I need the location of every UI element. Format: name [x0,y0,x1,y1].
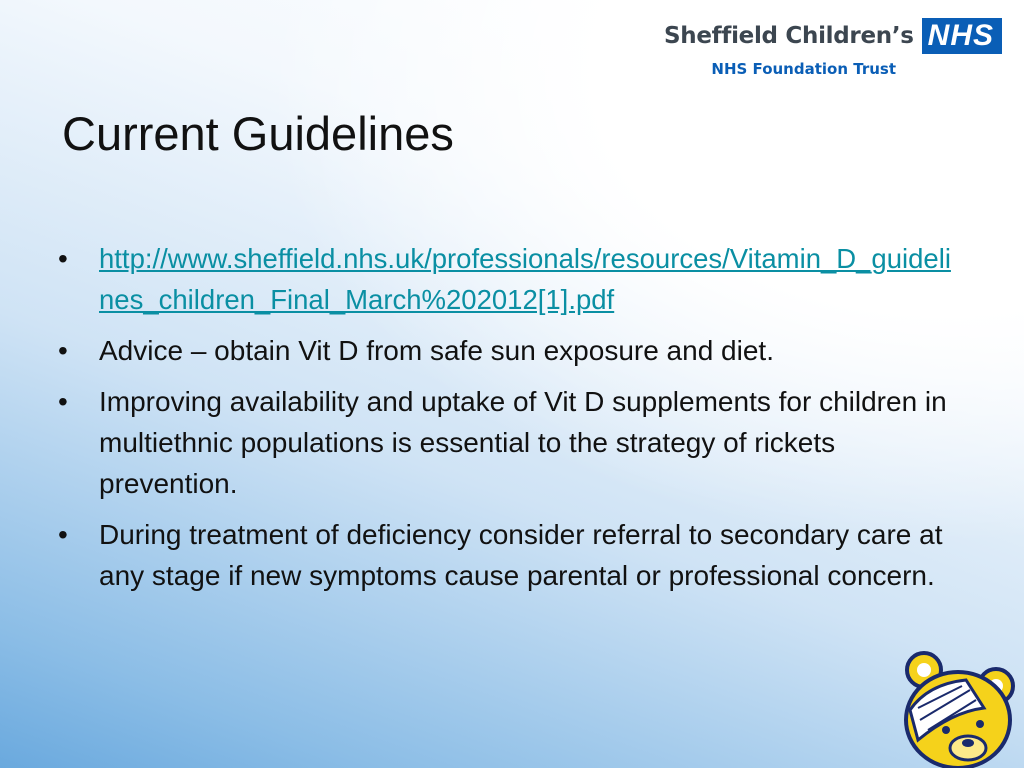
guideline-pdf-link[interactable]: http://www.sheffield.nhs.uk/professionals/resources/Vitamin_D_guidelines_children_Final_March%202012[1].pdf [99,243,951,315]
bullet-marker: • [58,519,68,550]
sheffield-childrens-nhs-logo [664,18,1002,78]
bullet-item-supplements [58,381,963,504]
bandaged-bear-icon [888,650,1024,768]
bullet-item-guideline-link [58,238,963,320]
logo-trust-name: NHS Foundation Trust [711,60,896,78]
bullet-marker: • [58,335,68,366]
logo-top-row [664,18,1002,54]
bullet-item-advice [58,330,963,371]
slide-title: Current Guidelines [62,107,454,160]
nhs-badge: NHS [922,18,1002,54]
bullet-text: Improving availability and uptake of Vit D supplements for children in multiethnic populations is essential to the strategy of rickets prevention. [99,386,947,499]
bullet-item-referral [58,514,963,596]
logo-org-name: Sheffield Children’s [664,23,914,49]
bullet-text: Advice – obtain Vit D from safe sun exposure and diet. [99,335,774,366]
bullet-text: During treatment of deficiency consider referral to secondary care at any stage if new symptoms cause parental or professional concern. [99,519,943,591]
bullet-marker: • [58,243,68,274]
bullet-marker: • [58,386,68,417]
bullet-list [58,238,963,606]
